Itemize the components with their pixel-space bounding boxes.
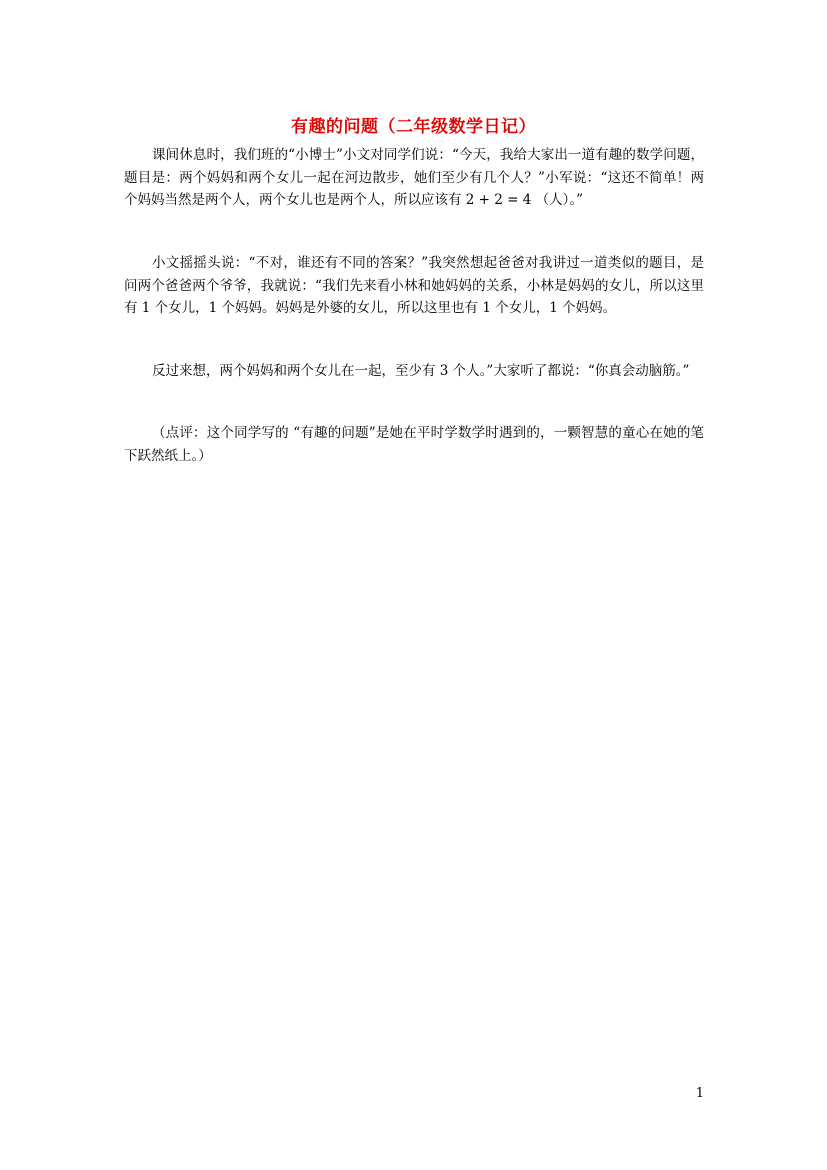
paragraph-2: 小文摇摇头说：“不对，谁还有不同的答案？”我突然想起爸爸对我讲过一道类似的题目，是问两个爸爸两个爷爷，我就说：“我们先来看小林和她妈妈的关系，小林是妈妈的女儿，所以这里有 1 个女儿，1 个妈妈。妈妈是外婆的女儿，所以这里也有 1 个女儿，1 个妈妈。	[124, 255, 704, 316]
document-title: 有趣的问题（二年级数学日记）	[291, 117, 536, 137]
page-number: 1	[695, 1086, 704, 1101]
paragraph-3: 反过来想，两个妈妈和两个女儿在一起，至少有 3 个人。”大家听了都说：“你真会动脑筋。”	[152, 363, 690, 379]
paragraph-4-comment: （点评：这个同学写的 “有趣的问题”是她在平时学数学时遇到的，一颗智慧的童心在她的笔下跃然纸上。）	[124, 425, 704, 464]
paragraph-1: 课间休息时，我们班的“小博士”小文对同学们说：“今天，我给大家出一道有趣的数学问题，题目是：两个妈妈和两个女儿一起在河边散步，她们至少有几个人？”小军说：“这还不简单！两个妈妈当然是两个人，两个女儿也是两个人，所以应该有 2 + 2 = 4 （人）。”	[124, 147, 704, 208]
